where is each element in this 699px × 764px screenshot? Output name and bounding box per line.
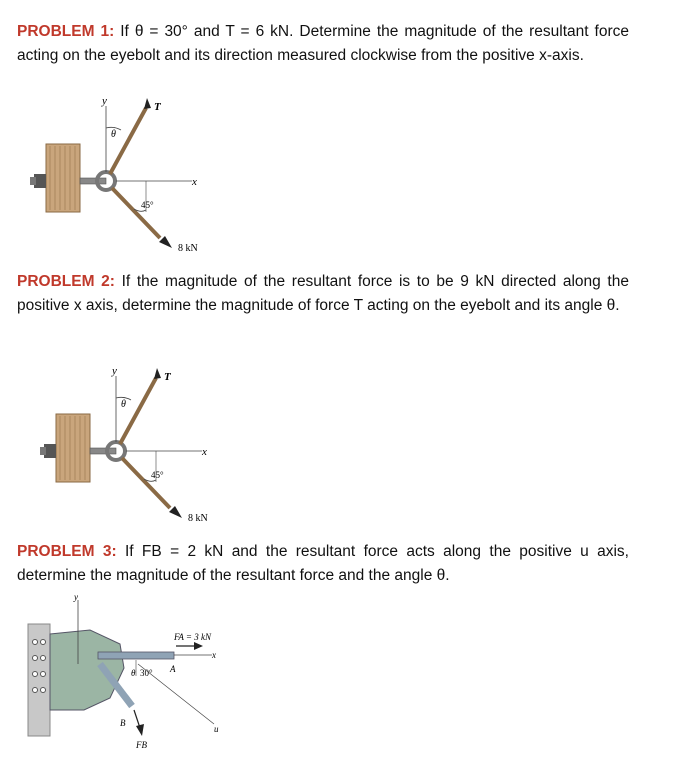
rope-T [120,378,156,444]
angle-45-label: 45° [151,470,164,480]
y-axis-label: y [102,95,107,107]
gusset-plate [50,630,124,710]
x-axis-label: x [192,176,197,188]
problem-3-label: PROBLEM 3: [17,543,117,560]
rope-8kN [112,188,160,238]
force-T-label: T [164,371,171,383]
arrow-FA [194,642,203,650]
force-T-label: T [154,101,161,113]
problem-1-body: If θ = 30° and T = 6 kN. Determine the magnitude of the resultant force acting on the eyebolt and its direction measured clockwise from the positive x-axis. [17,23,630,64]
eyebolt-diagram-1 [20,92,260,262]
x-axis-label: x [202,446,207,458]
force-8kN-label: 8 kN [188,513,208,524]
force-FA-label: FA = 3 kN [174,632,211,642]
problem-2-body: If the magnitude of the resultant force is to be 9 kN directed along the positive x axis, determine the magnitude of force T acting on the eyebolt and its angle θ. [17,273,629,314]
theta-label: θ [131,668,136,678]
eyebolt-figure-2 [30,362,270,532]
angle-30-label: 30° [140,668,153,678]
arrow-8kN [159,236,172,248]
angle-45-label: 45° [141,200,154,210]
problem-3-text [17,540,629,588]
x-axis-label: x [212,650,216,660]
force-FB-label: FB [136,740,147,750]
problem-2-text [17,270,629,318]
arrow-FB [136,724,144,736]
point-B-label: B [120,718,126,728]
rope-T [110,108,146,174]
arrow-T [154,368,161,379]
u-axis-label: u [214,724,219,734]
eyebolt-diagram-2 [30,362,270,532]
point-A-label: A [170,664,176,674]
problem-2-label: PROBLEM 2: [17,273,115,290]
problem-3-body: If FB = 2 kN and the resultant force acts along the positive u axis, determine the magnitude of the resultant force and the angle θ. [17,543,629,584]
wall [28,624,50,736]
force-8kN-label: 8 kN [178,243,198,254]
member-A [98,652,174,659]
y-axis-label: y [112,365,117,377]
theta-label: θ [111,129,116,140]
theta-label: θ [121,399,126,410]
bracket-figure-3 [28,594,238,754]
eyebolt-figure-1 [20,92,260,262]
y-axis-label: y [74,592,78,602]
problem-1-label: PROBLEM 1: [17,23,115,40]
u-axis-line [138,664,214,724]
bolt-shank [80,178,106,184]
arrow-8kN [169,506,182,518]
arrow-T [144,98,151,109]
bracket-diagram-3 [28,594,238,754]
problem-1-text [17,20,629,68]
rope-8kN [122,458,170,508]
bolt-shank [90,448,116,454]
